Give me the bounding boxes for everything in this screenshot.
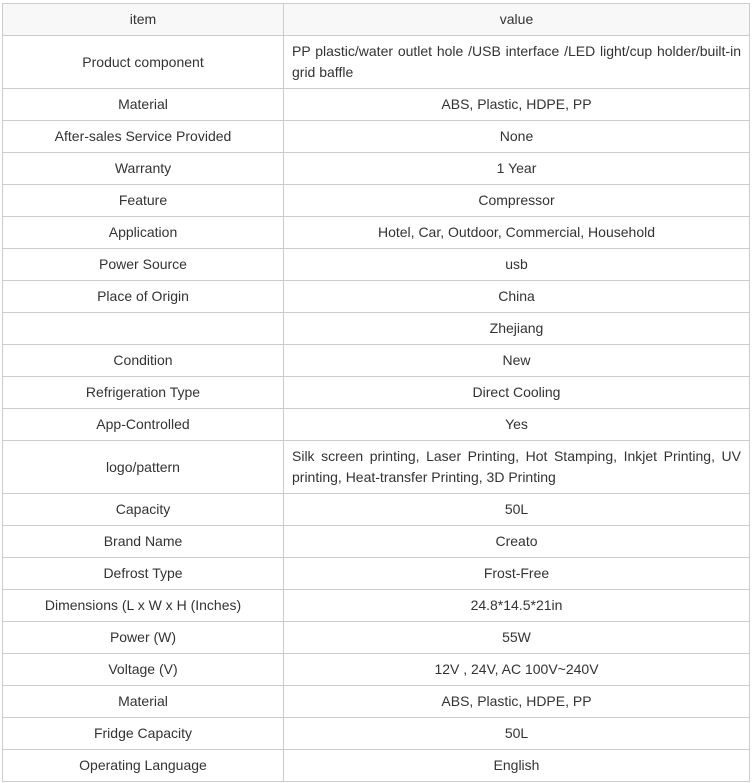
table-row [3,441,750,494]
row-value: Direct Cooling [284,377,750,409]
row-value: PP plastic/water outlet hole /USB interface /LED light/cup holder/built-in grid baffle [284,36,750,89]
table-row [3,718,750,750]
table-row [3,590,750,622]
table-row [3,558,750,590]
row-value: 12V , 24V, AC 100V~240V [284,654,750,686]
table-row [3,494,750,526]
row-value: Hotel, Car, Outdoor, Commercial, Household [284,217,750,249]
table-header-row [3,4,750,36]
row-item: Place of Origin [3,281,284,313]
row-item: Voltage (V) [3,654,284,686]
row-value: 55W [284,622,750,654]
row-value: Silk screen printing, Laser Printing, Hot Stamping, Inkjet Printing, UV printing, Heat-transfer Printing, 3D Printing [284,441,750,494]
table-row [3,313,750,345]
row-item: Product component [3,36,284,89]
spec-table [2,3,750,782]
row-value: Creato [284,526,750,558]
table-row [3,121,750,153]
table-row [3,377,750,409]
row-value: Compressor [284,185,750,217]
header-item: item [3,4,284,36]
table-row [3,409,750,441]
row-item: Capacity [3,494,284,526]
row-value: 50L [284,718,750,750]
table-row [3,89,750,121]
table-row [3,217,750,249]
table-row [3,36,750,89]
row-value: Zhejiang [284,313,750,345]
table-row [3,750,750,782]
row-item: Application [3,217,284,249]
row-value: Frost-Free [284,558,750,590]
row-item: logo/pattern [3,441,284,494]
row-item: Power Source [3,249,284,281]
row-item: Condition [3,345,284,377]
row-item [3,313,284,345]
table-row [3,281,750,313]
row-value: usb [284,249,750,281]
row-value: New [284,345,750,377]
row-item: Refrigeration Type [3,377,284,409]
row-value: ABS, Plastic, HDPE, PP [284,686,750,718]
row-item: Brand Name [3,526,284,558]
row-value: ABS, Plastic, HDPE, PP [284,89,750,121]
row-item: Material [3,686,284,718]
row-value: English [284,750,750,782]
row-value: None [284,121,750,153]
table-row [3,345,750,377]
table-row [3,153,750,185]
row-item: Feature [3,185,284,217]
table-row [3,526,750,558]
table-row [3,249,750,281]
row-item: Material [3,89,284,121]
table-row [3,686,750,718]
row-item: Dimensions (L x W x H (Inches) [3,590,284,622]
row-item: After-sales Service Provided [3,121,284,153]
table-row [3,622,750,654]
row-item: Warranty [3,153,284,185]
row-value: 50L [284,494,750,526]
row-value: 24.8*14.5*21in [284,590,750,622]
table-row [3,185,750,217]
row-value: 1 Year [284,153,750,185]
row-value: China [284,281,750,313]
row-item: Power (W) [3,622,284,654]
row-item: Operating Language [3,750,284,782]
row-value: Yes [284,409,750,441]
row-item: App-Controlled [3,409,284,441]
header-value: value [284,4,750,36]
row-item: Defrost Type [3,558,284,590]
table-row [3,654,750,686]
row-item: Fridge Capacity [3,718,284,750]
